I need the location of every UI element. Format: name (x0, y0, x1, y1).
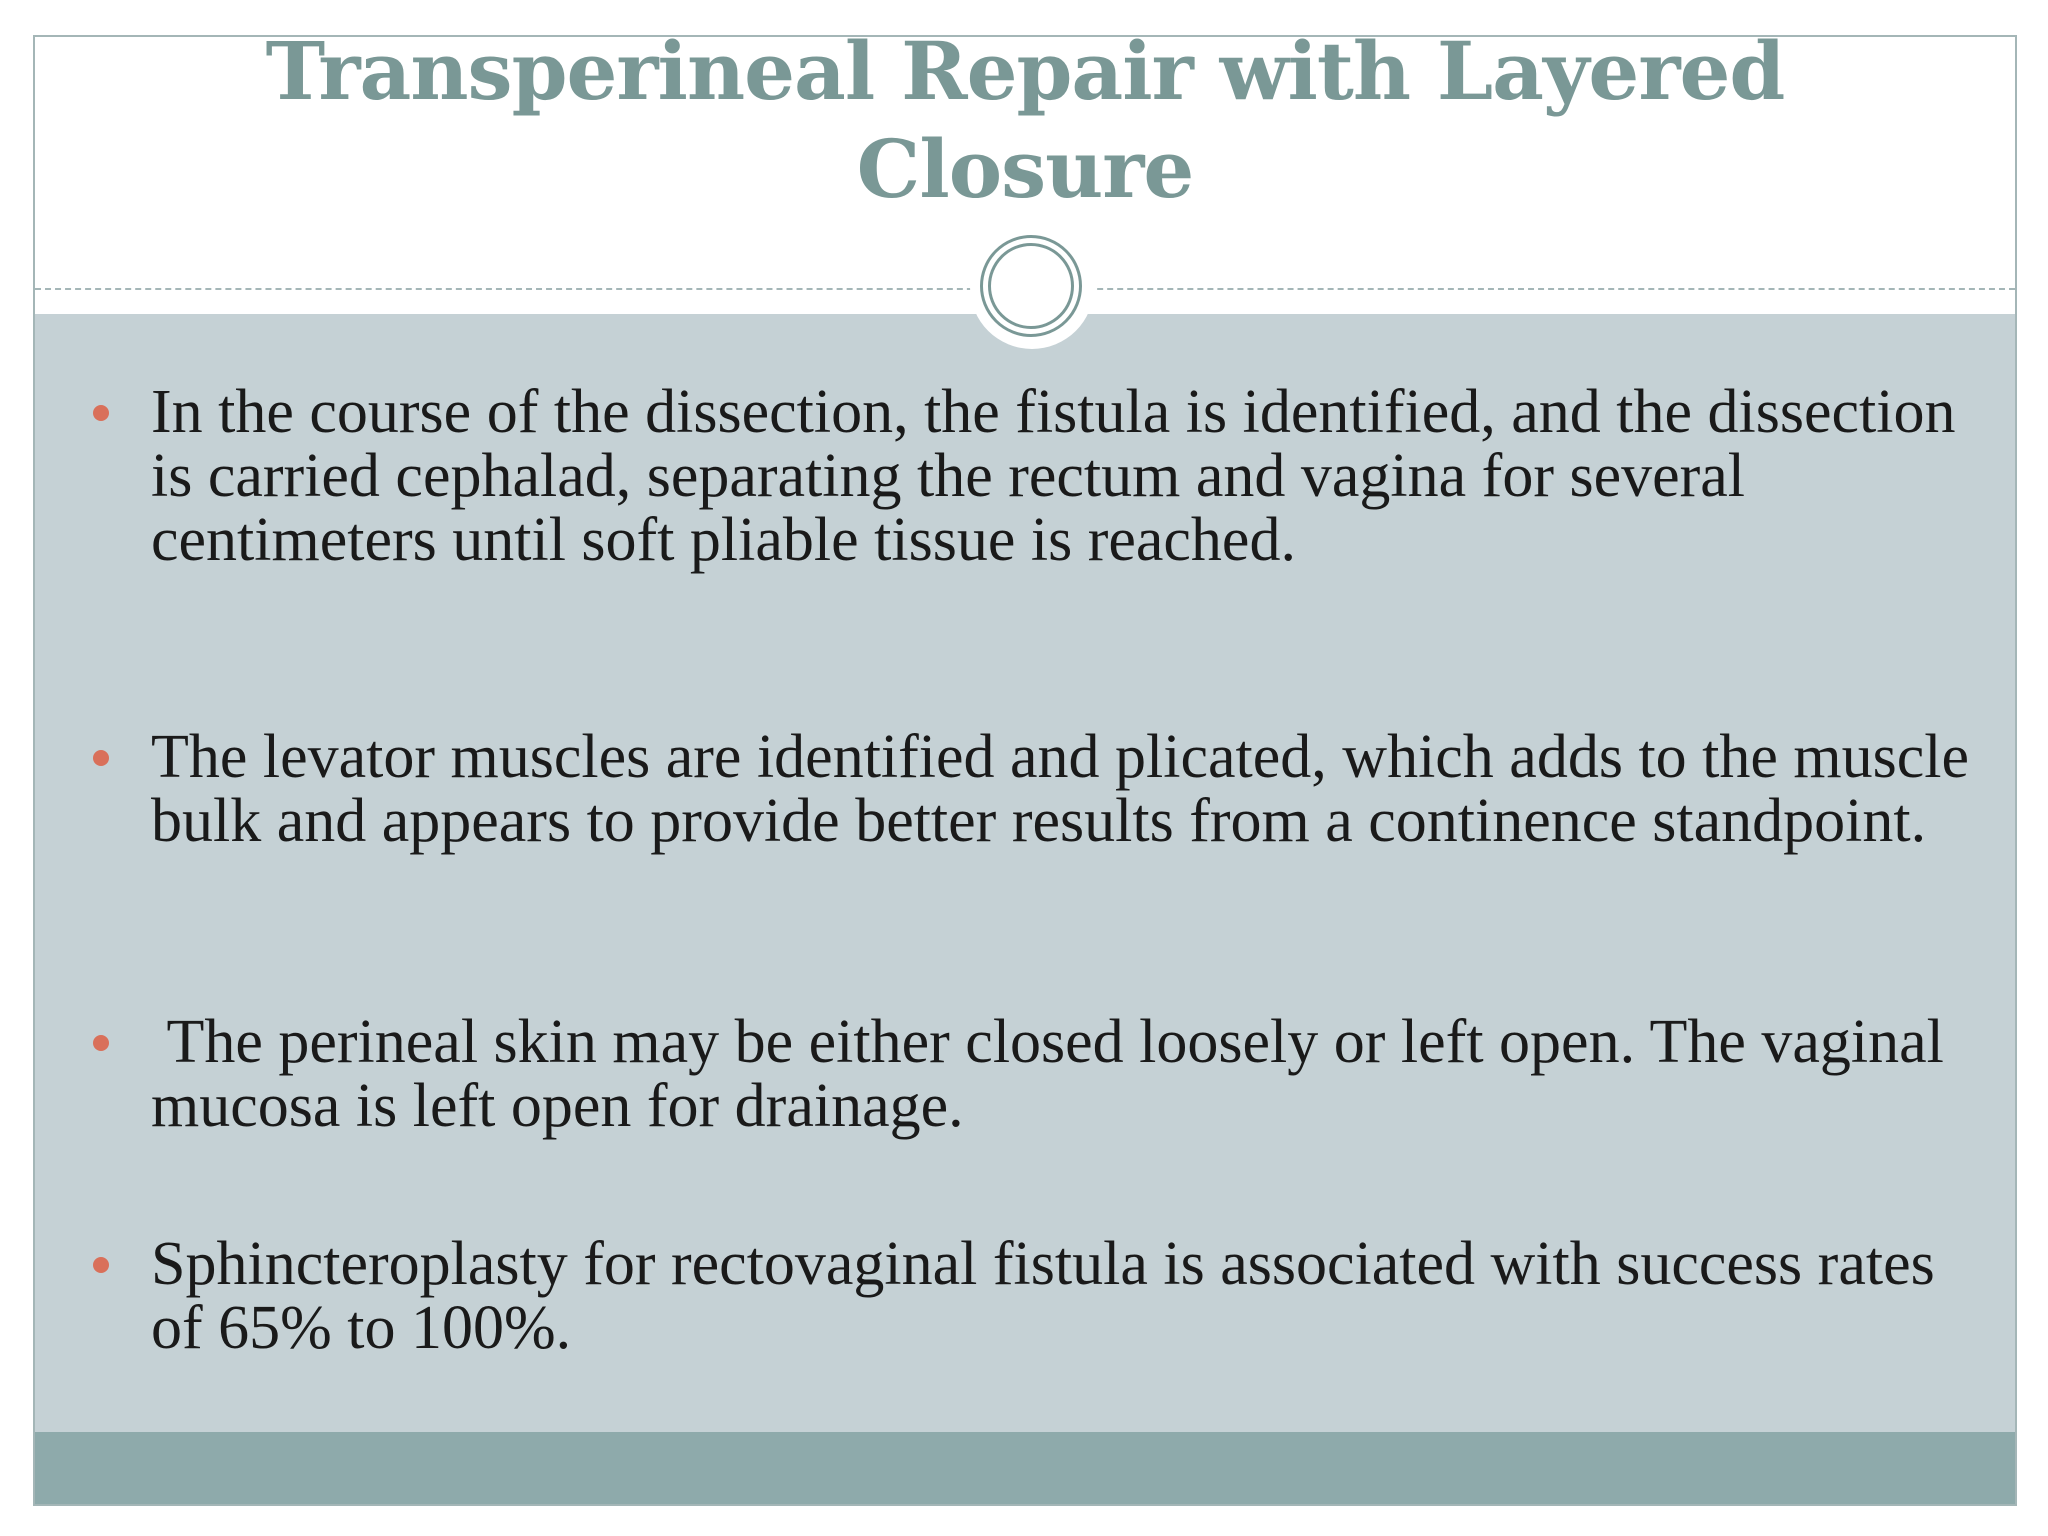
double-ring-circle-icon (970, 225, 1094, 349)
bullet-item-4 (151, 1232, 1991, 1360)
bullet-dot-icon (93, 750, 109, 766)
bullet-item-2 (151, 725, 1991, 853)
bullet-dot-icon (93, 1257, 109, 1273)
bullet-dot-icon (93, 405, 109, 421)
slide-title (35, 35, 2015, 218)
bullet-dot-icon (93, 1035, 109, 1051)
content-panel (35, 314, 2015, 1434)
slide (33, 35, 2017, 1506)
footer-band (35, 1432, 2015, 1504)
bullet-text-3: The perineal skin may be either closed loosely or left open. The vaginal mucosa is left open for drainage. (151, 1008, 1960, 1140)
bullet-text-2: The levator muscles are identified and plicated, which adds to the muscle bulk and appears to provide better results from a continence standpoint. (151, 723, 1970, 855)
slide-title-line-1: Transperineal Repair with Layered (265, 35, 1785, 118)
bullet-text-4: Sphincteroplasty for rectovaginal fistula is associated with success rates of 65% to 100%. (151, 1230, 1935, 1362)
bullet-item-1 (151, 380, 1991, 572)
inner-ring (988, 243, 1074, 329)
bullet-item-3 (151, 1010, 1991, 1138)
bullet-text-1: In the course of the dissection, the fistula is identified, and the dissection is carried cephalad, separating the rectum and vagina for several centimeters until soft pliable tissue is reached. (151, 378, 1956, 574)
slide-title-line-2: Closure (856, 122, 1194, 216)
